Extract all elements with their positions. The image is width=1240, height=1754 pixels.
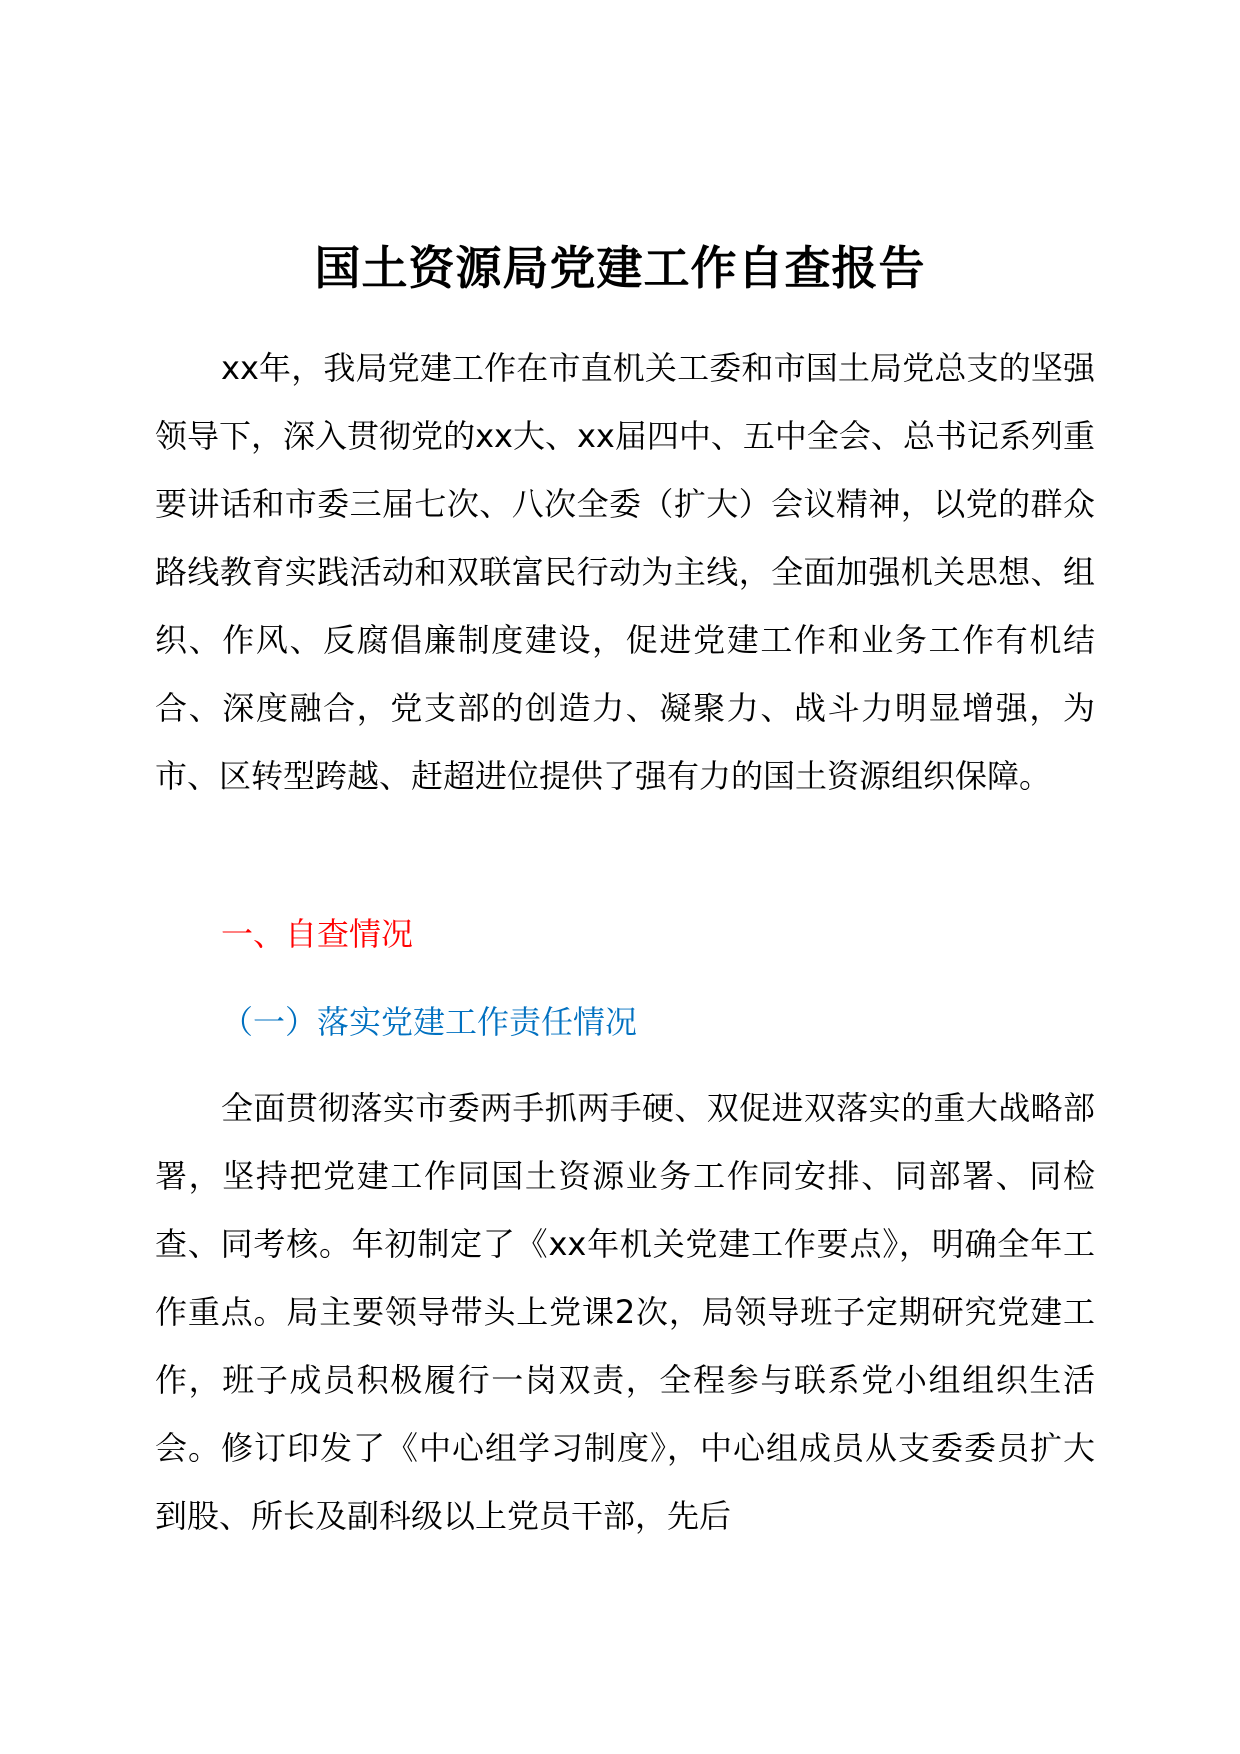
section-heading: 一、自查情况 [221,915,414,953]
document-title: 国土资源局党建工作自查报告 [314,241,926,295]
subsection-heading: （一）落实党建工作责任情况 [221,1003,638,1041]
body-paragraph: 全面贯彻落实市委两手抓两手硬、双促进双落实的重大战略部署，坚持把党建工作同国土资源业务工作同安排、同部署、同检查、同考核。年初制定了《xx年机关党建工作要点》，明确全年工作重点。局主要领导带头上党课2次，局领导班子定期研究党建工作，班子成员积极履行一岗双责，全程参与联系党小组组织生活会。修订印发了《中心组学习制度》，中心组成员从支委委员扩大到股、所长及副科级以上党员干部，先后 [155,1089,1095,1535]
intro-paragraph: xx年，我局党建工作在市直机关工委和市国土局党总支的坚强领导下，深入贯彻党的xx大、xx届四中、五中全会、总书记系列重要讲话和市委三届七次、八次全委（扩大）会议精神，以党的群众路线教育实践活动和双联富民行动为主线，全面加强机关思想、组织、作风、反腐倡廉制度建设，促进党建工作和业务工作有机结合、深度融合，党支部的创造力、凝聚力、战斗力明显增强，为市、区转型跨越、赶超进位提供了强有力的国土资源组织保障。 [155,349,1095,795]
